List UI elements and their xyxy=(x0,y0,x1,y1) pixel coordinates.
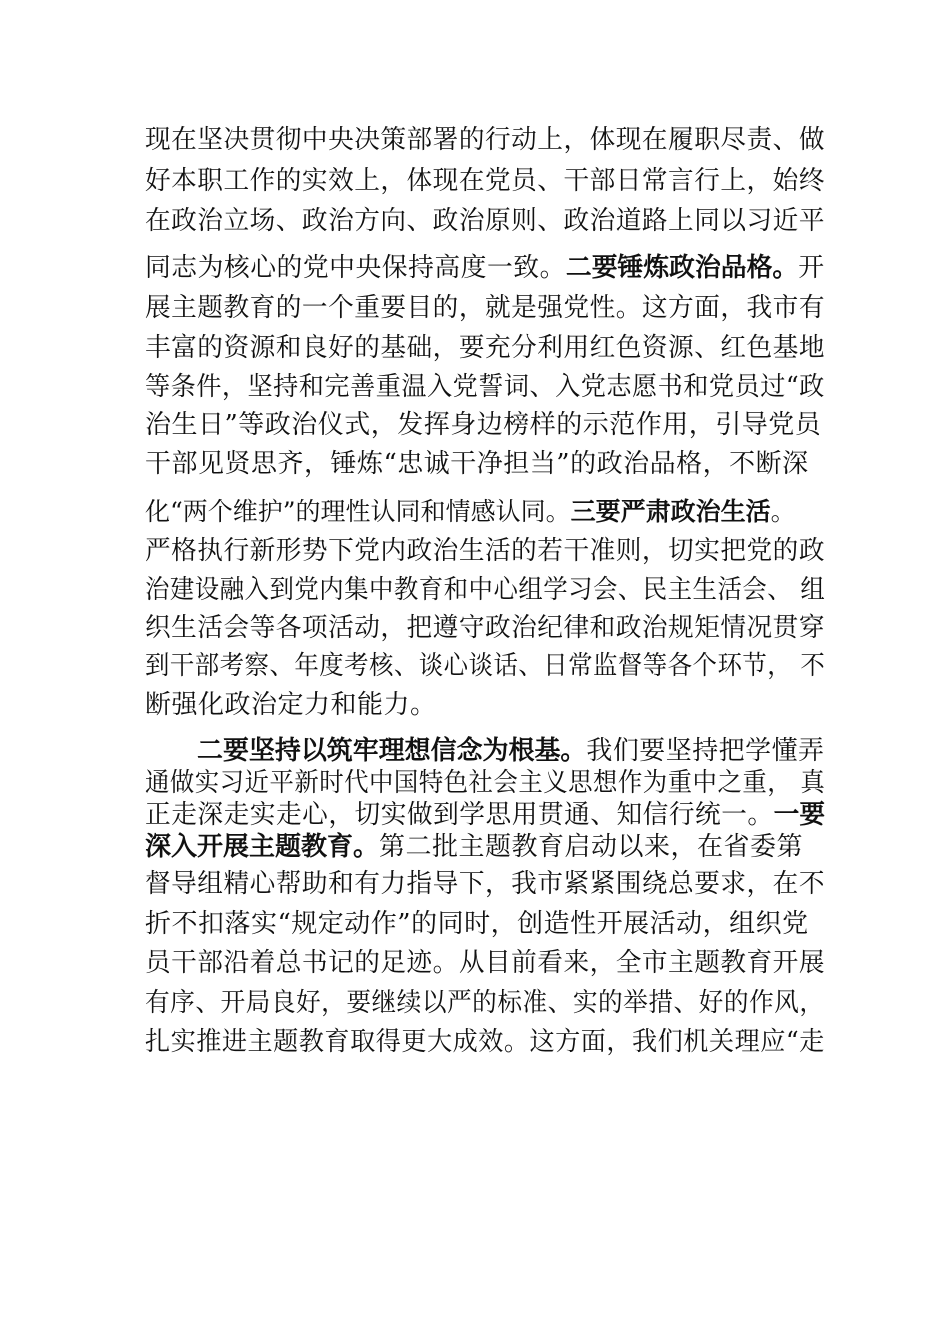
text-line xyxy=(145,534,825,568)
text-segment: 严格执行新形势下党内政治生活的若干准则，切实把党的政 xyxy=(145,536,825,566)
text-segment: 我们要坚持把学懂弄 xyxy=(586,736,825,766)
text-segment: 等条件，坚持和完善重温入党誓词、入党志愿书和党员过“政 xyxy=(145,372,825,402)
text-segment: 折不扣落实“规定动作”的同时，创造性开展活动，组织党 xyxy=(145,909,809,939)
text-segment: 治生日”等政治仪式，发挥身边榜样的示范作用，引导党员 xyxy=(145,410,822,440)
text-line xyxy=(145,830,825,864)
bold-heading: 三要严肃政治生活 xyxy=(570,497,771,526)
text-line xyxy=(145,291,825,325)
paragraph-first-line xyxy=(197,734,824,768)
text-line xyxy=(145,447,825,481)
text-line xyxy=(145,907,825,941)
text-segment: 断强化政治定力和能力。 xyxy=(145,690,437,720)
text-line xyxy=(145,1025,825,1059)
text-line xyxy=(145,649,826,683)
text-line xyxy=(145,370,825,404)
text-line xyxy=(145,867,825,901)
text-segment: 有序、开局良好，要继续以严的标准、实的举措、好的作风， xyxy=(145,988,825,1018)
text-line xyxy=(145,946,825,980)
text-segment: 通做实习近平新时代中国特色社会主义思想作为重中之重， 真 xyxy=(145,768,826,798)
text-segment: 织生活会等各项活动，把遵守政治纪律和政治规矩情况贯穿 xyxy=(145,613,825,643)
text-line xyxy=(145,573,826,607)
text-line xyxy=(145,251,825,285)
text-segment: 开 xyxy=(798,253,825,283)
text-line xyxy=(145,688,825,722)
text-segment: 好本职工作的实效上，体现在党员、干部日常言行上，始终 xyxy=(145,166,825,196)
text-segment: 正走深走实走心，切实做到学思用贯通、知信行统一。 xyxy=(145,800,774,830)
text-line xyxy=(145,331,825,365)
text-segment: 化“两个维护”的理性认同和情感认同。 xyxy=(145,497,571,526)
bold-heading: 深入开展主题教育。 xyxy=(145,832,380,862)
text-segment: 展主题教育的一个重要目的，就是强党性。这方面，我市有 xyxy=(145,293,825,323)
text-line xyxy=(145,798,826,832)
bold-heading: 二要坚持以筑牢理想信念为根基。 xyxy=(197,736,587,766)
text-segment: 扎实推进主题教育取得更大成效。这方面，我们机关理应“走 xyxy=(145,1027,825,1057)
text-segment: 干部见贤思齐，锤炼“忠诚干净担当”的政治品格，不断深 xyxy=(145,449,809,479)
bold-heading: 二要锤炼政治品格。 xyxy=(565,253,799,283)
text-segment: 同志为核心的党中央保持高度一致。 xyxy=(145,253,566,283)
text-segment: 到干部考察、年度考核、谈心谈话、日常监督等各个环节， 不 xyxy=(145,651,826,681)
text-segment: 在政治立场、政治方向、政治原则、政治道路上同以习近平 xyxy=(145,206,825,236)
text-line xyxy=(145,164,825,198)
text-segment: 督导组精心帮助和有力指导下，我市紧紧围绕总要求，在不 xyxy=(145,869,825,899)
text-line xyxy=(145,986,825,1020)
text-segment: 第二批主题教育启动以来，在省委第 xyxy=(379,832,804,862)
bold-heading: 一要 xyxy=(773,800,826,830)
text-segment: 。 xyxy=(770,497,796,526)
text-line xyxy=(145,204,825,238)
text-segment: 治建设融入到党内集中教育和中心组学习会、民主生活会、 组 xyxy=(145,575,826,605)
text-line xyxy=(145,611,825,645)
text-segment: 现在坚决贯彻中央决策部署的行动上，体现在履职尽责、做 xyxy=(145,125,825,155)
text-segment: 丰富的资源和良好的基础，要充分利用红色资源、红色基地 xyxy=(145,333,825,363)
text-line xyxy=(145,123,825,157)
text-line xyxy=(145,766,826,800)
text-line xyxy=(145,408,825,442)
text-line xyxy=(145,495,825,529)
text-segment: 员干部沿着总书记的足迹。从目前看来，全市主题教育开展 xyxy=(145,948,825,978)
